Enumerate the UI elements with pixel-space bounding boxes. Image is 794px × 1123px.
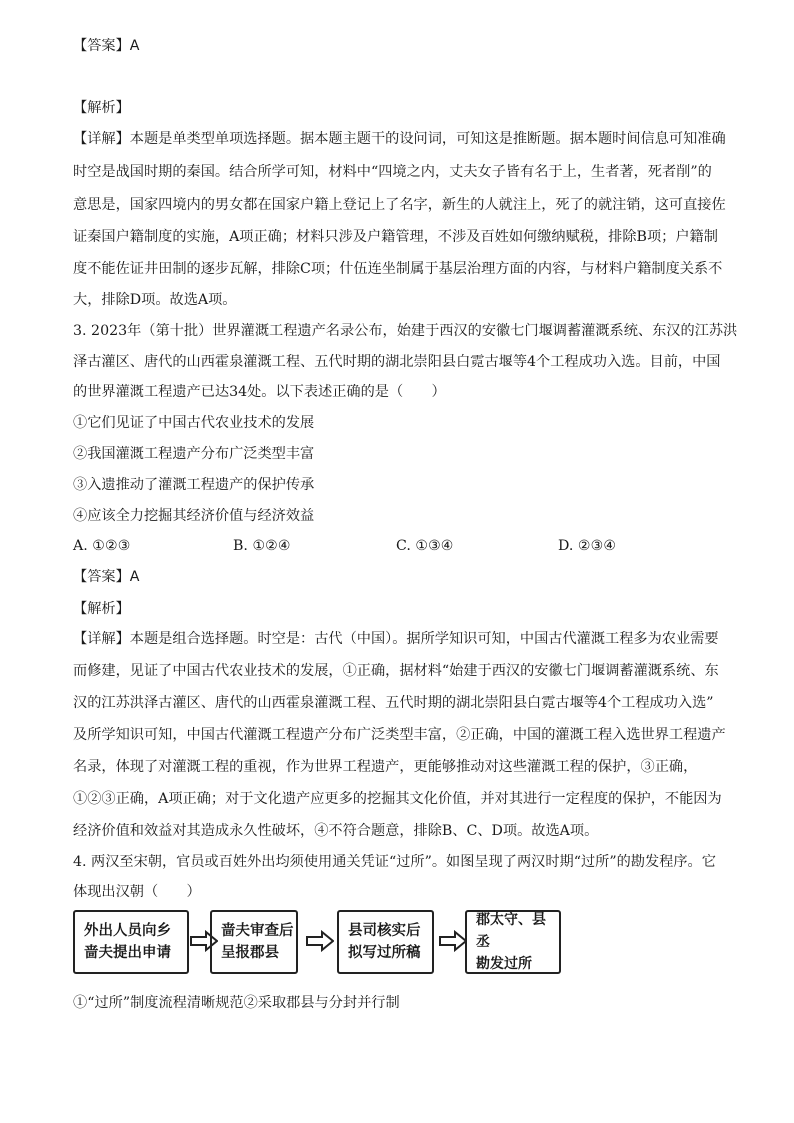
q3-detail-line: ①②③正确，A项正确；对于文化遗产应更多的挖掘其文化价值，并对其进行一定程度的保护，不能因为 <box>73 791 722 807</box>
q2-detail-line: 【详解】本题是单类型单项选择题。据本题主题干的设问词，可知这是推断题。据本题时间信息可知准确 <box>73 131 726 147</box>
flow-step-text: 勘发过所 <box>476 956 532 972</box>
q3-stem-line: 3. 2023年（第十批）世界灌溉工程遗产名录公布，始建于西汉的安徽七门堰调蓄灌溉系统、东汉的江苏洪 <box>73 323 738 339</box>
q4-stem-line: 体现出汉朝（ ） <box>73 884 201 900</box>
q2-detail-line: 意思是，国家四境内的男女都在国家户籍上登记上了名字，新生的人就注上，死了的就注销，这可直接佐 <box>73 197 726 213</box>
q2-detail-line: 大，排除D项。故选A项。 <box>73 292 237 308</box>
flow-step-text: 郡太守、县丞 <box>476 912 546 950</box>
q3-analysis-label: 【解析】 <box>73 601 130 617</box>
q3-option-d: D. ②③④ <box>558 538 617 554</box>
guosuo-flowchart <box>73 908 563 980</box>
flow-step-text: 啬夫提出申请 <box>84 945 171 961</box>
flow-step-text: 外出人员向乡 <box>84 923 171 939</box>
flow-step-4 <box>465 910 561 974</box>
q3-item: ②我国灌溉工程遗产分布广泛类型丰富 <box>73 446 315 462</box>
flow-step-2 <box>210 910 298 974</box>
flow-step-text: 拟写过所稿 <box>348 945 421 961</box>
q3-item: ③入遗推动了灌溉工程遗产的保护传承 <box>73 477 315 493</box>
flow-step-text: 啬夫审查后 <box>221 923 294 939</box>
flow-step-text: 县司核实后 <box>348 923 421 939</box>
q3-detail-line: 汉的江苏洪泽古灌区、唐代的山西霍泉灌溉工程、五代时期的湖北崇阳县白霓古堰等4个工程成功入选” <box>73 695 714 711</box>
q4-items-line: ①“过所”制度流程清晰规范②采取郡县与分封并行制 <box>73 995 400 1011</box>
flow-step-1 <box>73 910 189 974</box>
arrow-right-icon <box>306 930 334 952</box>
q3-item: ④应该全力挖掘其经济价值与经济效益 <box>73 508 315 524</box>
q3-option-c: C. ①③④ <box>396 538 454 554</box>
q2-detail-line: 度不能佐证井田制的逐步瓦解，排除C项；什伍连坐制属于基层治理方面的内容，与材料户籍制度关系不 <box>73 261 723 277</box>
q2-detail-line: 证秦国户籍制度的实施，A项正确；材料只涉及户籍管理，不涉及百姓如何缴纳赋税，排除B项；户籍制 <box>73 229 718 245</box>
q2-answer: 【答案】A <box>73 38 140 54</box>
q3-detail-line: 经济价值和效益对其造成永久性破坏，④不符合题意，排除B、C、D项。故选A项。 <box>73 823 599 839</box>
q3-answer: 【答案】A <box>73 569 140 585</box>
flow-step-text: 呈报郡县 <box>221 945 279 961</box>
q3-detail-line: 及所学知识可知，中国古代灌溉工程遗产分布广泛类型丰富，②正确，中国的灌溉工程入选世界工程遗产 <box>73 727 726 743</box>
q3-stem-line: 泽古灌区、唐代的山西霍泉灌溉工程、五代时期的湖北崇阳县白霓古堰等4个工程成功入选。目前，中国 <box>73 354 721 370</box>
q3-detail-line: 名录，体现了对灌溉工程的重视，作为世界工程遗产，更能够推动对这些灌溉工程的保护，③正确， <box>73 759 698 775</box>
q3-detail-line: 而修建，见证了中国古代农业技术的发展，①正确，据材料“始建于西汉的安徽七门堰调蓄灌溉系统、东 <box>73 663 719 679</box>
arrow-right-icon <box>439 930 467 952</box>
q3-detail-line: 【详解】本题是组合选择题。时空是：古代（中国）。据所学知识可知，中国古代灌溉工程多为农业需要 <box>73 631 719 647</box>
q2-detail-line: 时空是战国时期的秦国。结合所学可知，材料中“四境之内，丈夫女子皆有名于上，生者著，死者削”的 <box>73 164 712 180</box>
q4-stem-line: 4. 两汉至宋朝，官员或百姓外出均须使用通关凭证“过所”。如图呈现了两汉时期“过所”的勘发程序。它 <box>73 854 716 870</box>
q3-option-b: B. ①②④ <box>233 538 291 554</box>
flow-step-3 <box>337 910 434 974</box>
q3-option-a: A. ①②③ <box>73 538 131 554</box>
q3-item: ①它们见证了中国古代农业技术的发展 <box>73 415 315 431</box>
q2-analysis-label: 【解析】 <box>73 100 130 116</box>
q3-stem-line: 的世界灌溉工程遗产已达34处。以下表述正确的是（ ） <box>73 384 446 400</box>
